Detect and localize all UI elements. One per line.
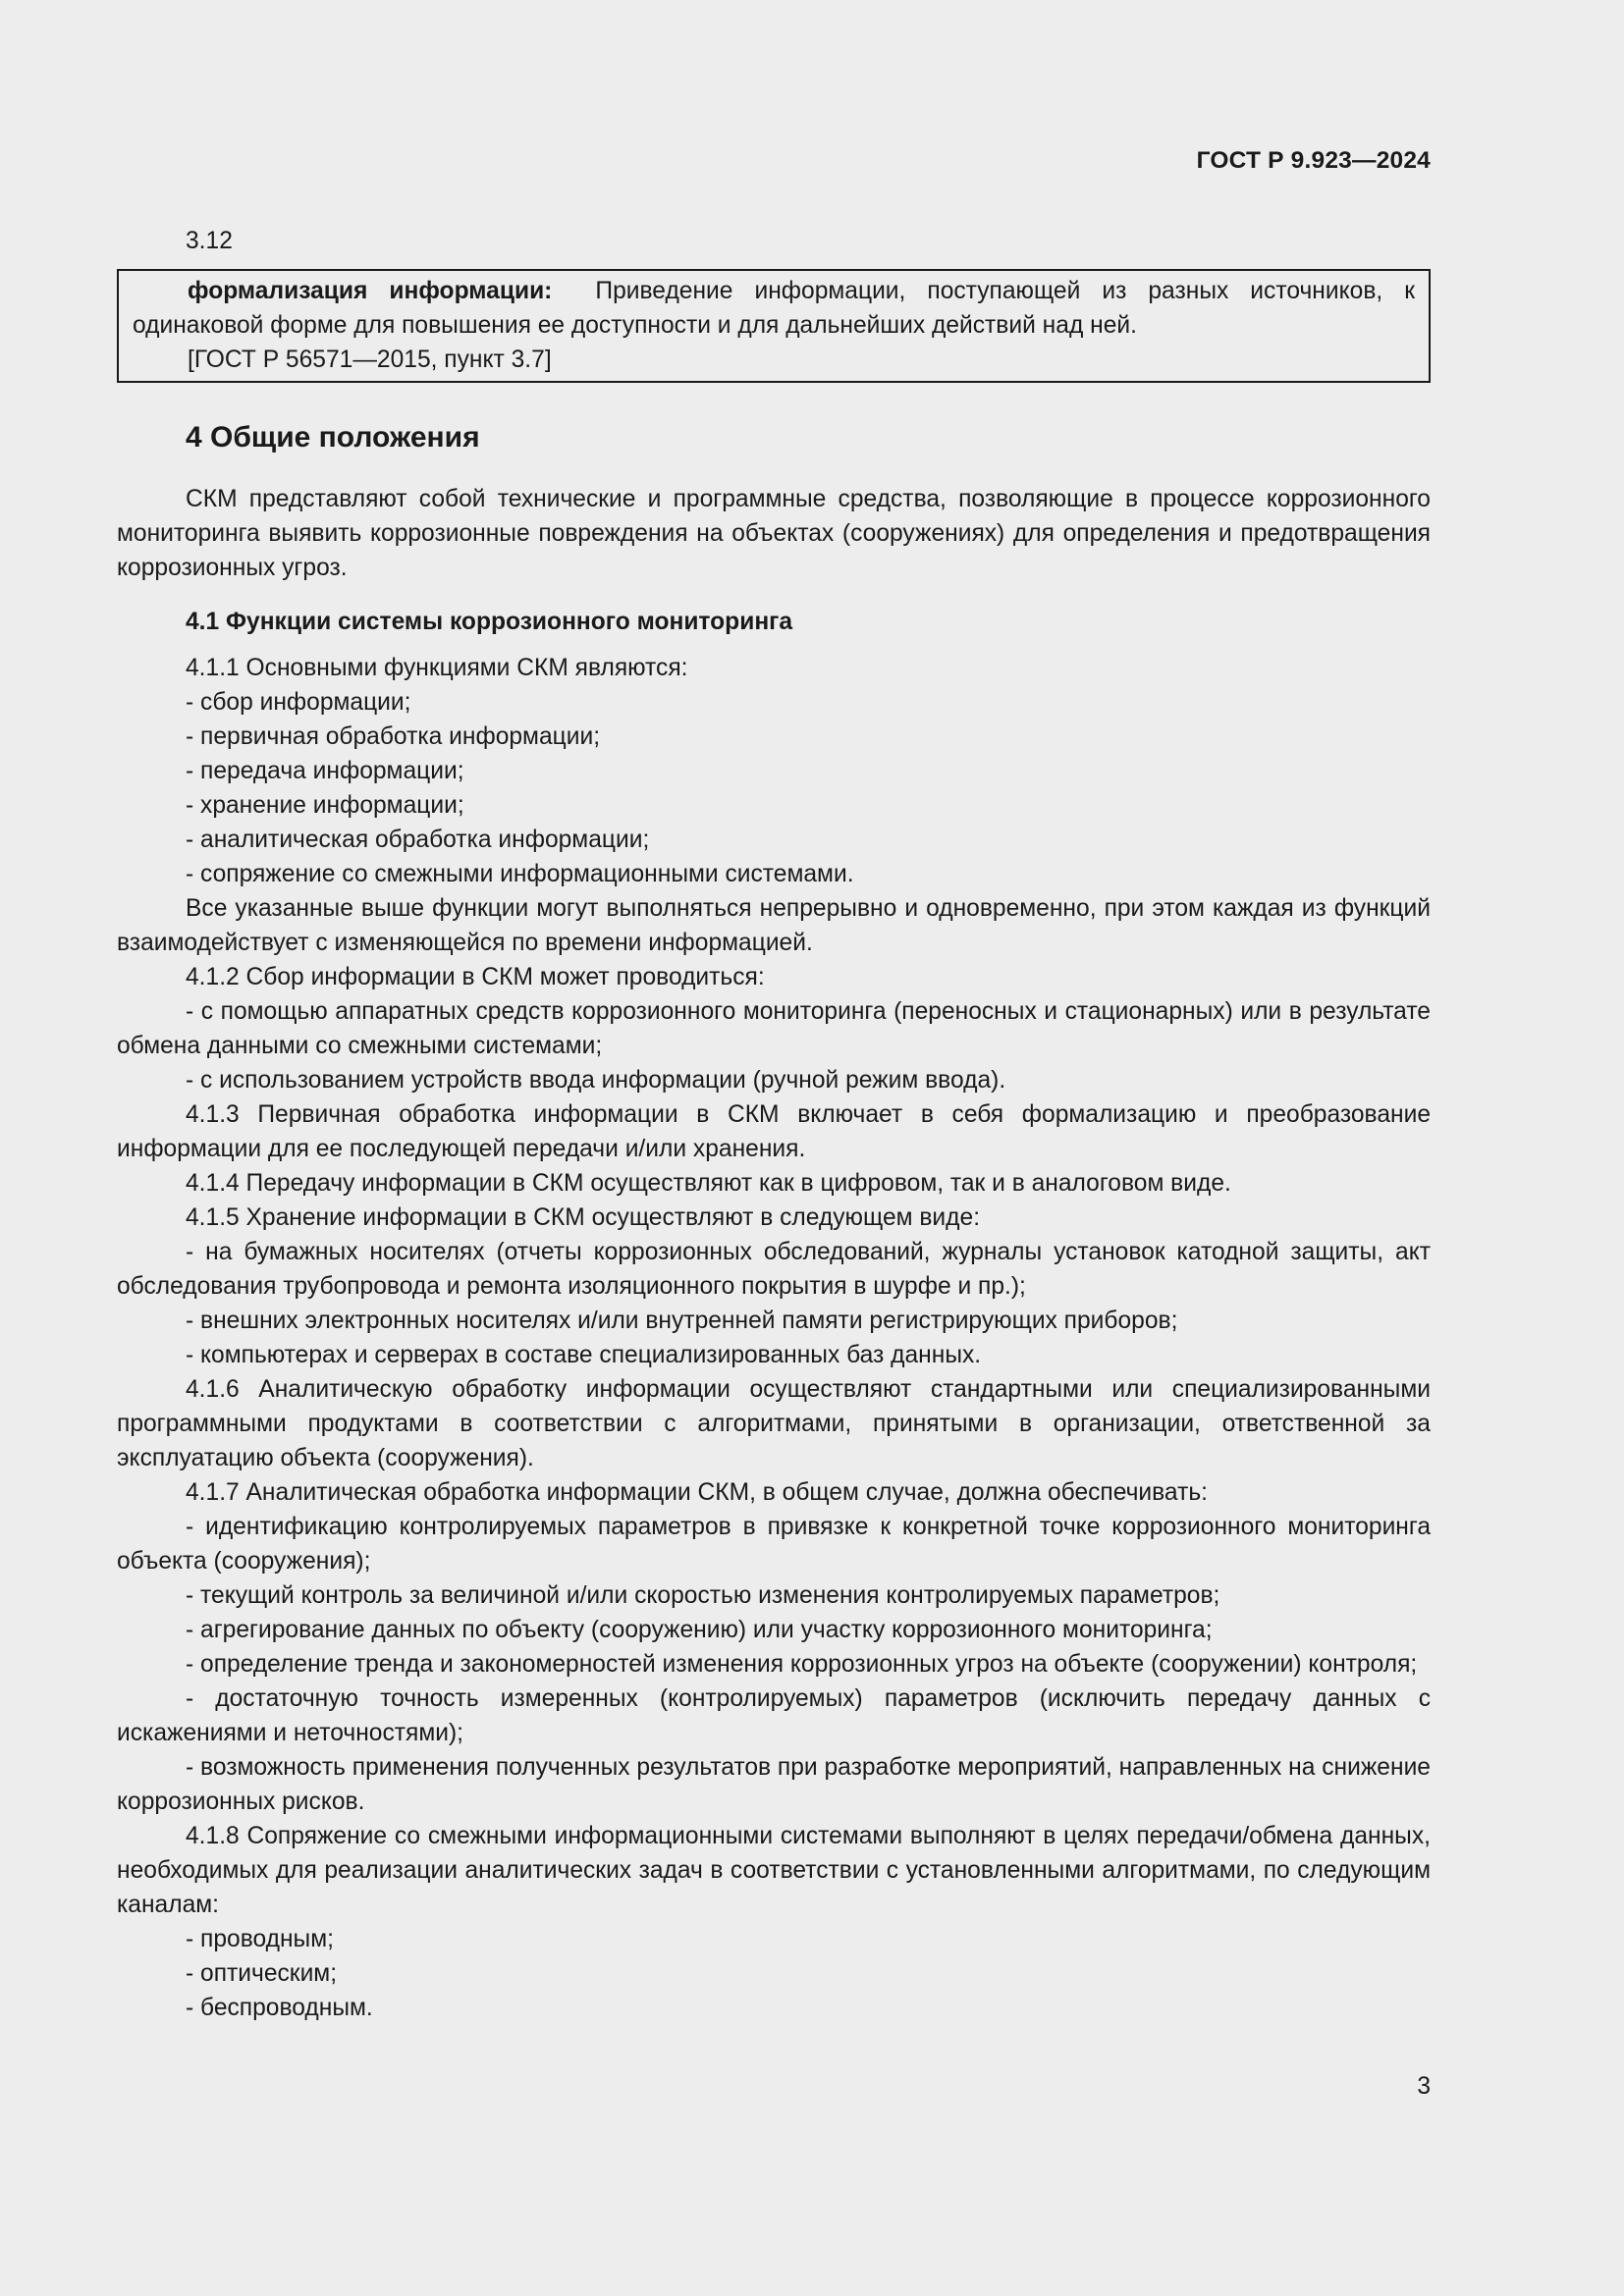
definition-text: [133, 274, 1415, 343]
term-name: формализация информации:: [188, 278, 553, 304]
document-header: ГОСТ Р 9.923—2024: [1196, 147, 1431, 174]
list-item: - на бумажных носителях (отчеты коррозионных обследований, журналы установок катодной защиты, акт обследования трубопровода и ремонта изоляционного покрытия в шурфе и пр.);: [117, 1239, 1431, 1300]
page-number: 3: [1417, 2073, 1431, 2100]
clause-4-1-5-lead: 4.1.5 Хранение информации в СКМ осуществляют в следующем виде:: [186, 1204, 981, 1231]
list-item: - передача информации;: [186, 758, 464, 784]
section-4-title: 4 Общие положения: [186, 421, 480, 454]
clause-4-1-6: 4.1.6 Аналитическую обработку информации осуществляют стандартными или специализированными программными продуктами в соответствии с алгоритмами, принятыми в организации, ответственной за эксплуатацию объекта (сооружения).: [117, 1376, 1431, 1471]
section-4-intro: СКМ представляют собой технические и программные средства, позволяющие в процессе коррозионного мониторинга выявить коррозионные повреждения на объектах (сооружениях) для определения и предотвращения коррозионных угроз.: [117, 486, 1431, 581]
term-definition: Приведение информации, поступающей из разных источников, к одинаковой форме для повышения ее доступности и для дальнейших действий над ней.: [133, 278, 1415, 339]
clause-4-1-8-lead: 4.1.8 Сопряжение со смежными информационными системами выполняют в целях передачи/обмена данных, необходимых для реализации аналитических задач в соответствии с установленными алгоритмами, по следующим каналам:: [117, 1823, 1431, 1918]
clause-4-1-1-note: Все указанные выше функции могут выполняться непрерывно и одновременно, при этом каждая из функций взаимодействует с изменяющейся по времени информацией.: [117, 895, 1431, 956]
list-item: - агрегирование данных по объекту (сооружению) или участку коррозионного мониторинга;: [186, 1617, 1213, 1643]
clause-4-1-1-lead: 4.1.1 Основными функциями СКМ являются:: [186, 655, 688, 681]
list-item: - текущий контроль за величиной и/или скоростью изменения контролируемых параметров;: [186, 1582, 1220, 1609]
list-item: - первичная обработка информации;: [186, 723, 601, 750]
list-item: - аналитическая обработка информации;: [186, 827, 650, 853]
list-item: - с использованием устройств ввода информации (ручной режим ввода).: [186, 1067, 1006, 1094]
subsection-4-1-title: 4.1 Функции системы коррозионного мониторинга: [186, 609, 793, 635]
list-item: - сопряжение со смежными информационными системами.: [186, 861, 854, 887]
list-item: - беспроводным.: [186, 1995, 373, 2021]
clause-4-1-7-lead: 4.1.7 Аналитическая обработка информации СКМ, в общем случае, должна обеспечивать:: [186, 1479, 1208, 1506]
list-item: - идентификацию контролируемых параметров в привязке к конкретной точке коррозионного мониторинга объекта (сооружения);: [117, 1514, 1431, 1575]
list-item: - оптическим;: [186, 1960, 338, 1987]
clause-4-1-4: 4.1.4 Передачу информации в СКМ осуществляют как в цифровом, так и в аналоговом виде.: [186, 1170, 1231, 1197]
list-item: - определение тренда и закономерностей изменения коррозионных угроз на объекте (сооружении) контроля;: [186, 1651, 1418, 1678]
list-item: - хранение информации;: [186, 792, 464, 819]
list-item: - достаточную точность измеренных (контролируемых) параметров (исключить передачу данных с искажениями и неточностями);: [117, 1685, 1431, 1746]
term-number: 3.12: [186, 228, 233, 254]
list-item: - компьютерах и серверах в составе специализированных баз данных.: [186, 1342, 982, 1368]
list-item: - с помощью аппаратных средств коррозионного мониторинга (переносных и стационарных) или в результате обмена данными со смежными системами;: [117, 998, 1431, 1059]
definition-box: [117, 269, 1431, 383]
list-item: - внешних электронных носителях и/или внутренней памяти регистрирующих приборов;: [186, 1308, 1178, 1334]
list-item: - проводным;: [186, 1926, 334, 1952]
clause-4-1-2-lead: 4.1.2 Сбор информации в СКМ может проводиться:: [186, 964, 765, 990]
list-item: - сбор информации;: [186, 689, 411, 716]
page-content: [117, 224, 1431, 2025]
list-item: - возможность применения полученных результатов при разработке мероприятий, направленных на снижение коррозионных рисков.: [117, 1754, 1431, 1815]
clause-4-1-3: 4.1.3 Первичная обработка информации в СКМ включает в себя формализацию и преобразование информации для ее последующей передачи и/или хранения.: [117, 1101, 1431, 1162]
definition-source: [ГОСТ Р 56571—2015, пункт 3.7]: [188, 347, 552, 373]
